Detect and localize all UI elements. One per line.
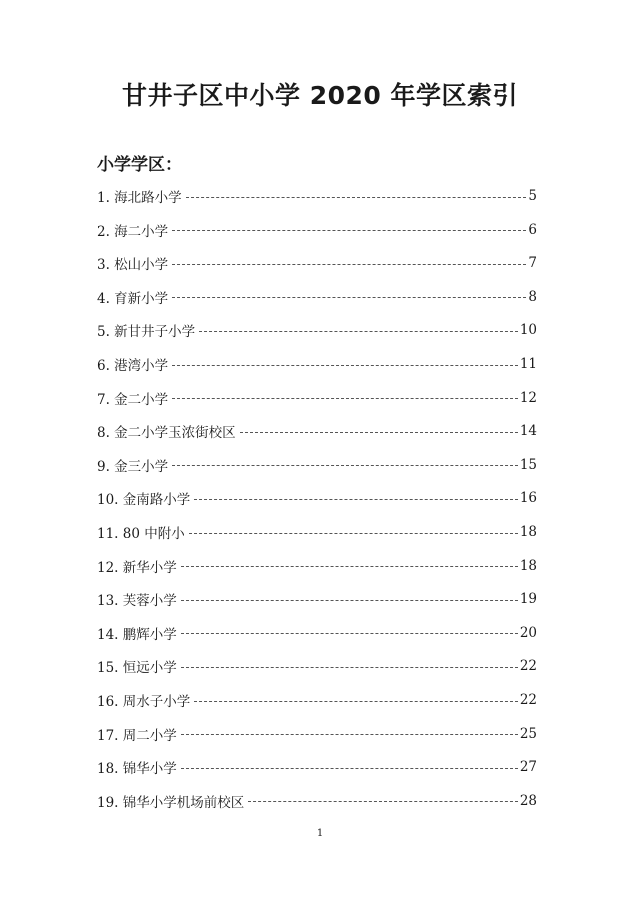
toc-entry-page-number: 27 — [519, 759, 537, 776]
toc-entry-label: 1. 海北路小学 — [97, 190, 182, 206]
page-number-footer: 1 — [316, 828, 324, 839]
toc-entry-label: 10. 金南路小学 — [97, 492, 191, 509]
dotted-leader — [172, 230, 526, 231]
toc-entry — [97, 688, 537, 712]
toc-entry-page-number: 14 — [519, 423, 537, 440]
dotted-leader — [172, 264, 526, 265]
toc-entry-page-number: 12 — [519, 389, 537, 406]
toc-entry-label: 8. 金二小学玉浓街校区 — [97, 425, 236, 442]
dotted-leader — [181, 633, 518, 634]
toc-entry — [97, 654, 537, 678]
toc-entry — [97, 453, 537, 477]
toc-entry — [97, 419, 537, 443]
toc-entry-page-number: 11 — [519, 356, 537, 372]
toc-entry-label: 17. 周二小学 — [97, 727, 177, 744]
toc-entry-page-number: 28 — [519, 792, 537, 809]
toc-entry-label: 5. 新甘井子小学 — [97, 324, 196, 341]
toc-entry — [97, 520, 537, 544]
toc-entry — [97, 386, 537, 410]
toc-entry-label: 7. 金二小学 — [97, 391, 169, 408]
dotted-leader — [189, 533, 518, 534]
toc-entry — [97, 318, 537, 342]
toc-entry — [97, 184, 537, 208]
toc-entry-label: 13. 芙蓉小学 — [97, 593, 177, 610]
toc-entry-label: 16. 周水子小学 — [97, 694, 191, 710]
dotted-leader — [194, 701, 518, 702]
toc-entry-page-number: 20 — [519, 624, 537, 641]
dotted-leader — [172, 365, 518, 366]
dotted-leader — [248, 801, 518, 802]
toc-entry-page-number: 19 — [519, 591, 537, 608]
toc-entry-label: 15. 恒远小学 — [97, 660, 177, 677]
toc-entry-label: 3. 松山小学 — [97, 257, 169, 274]
toc-entry — [97, 554, 537, 578]
toc-entry-label: 12. 新华小学 — [97, 559, 177, 576]
dotted-leader — [181, 566, 518, 567]
toc-entry-page-number: 16 — [519, 490, 537, 507]
section-heading: 小学学区： — [97, 155, 182, 175]
toc-entry-page-number: 6 — [528, 221, 537, 238]
toc-entry-page-number: 18 — [519, 557, 537, 574]
toc-entry-label: 19. 锦华小学机场前校区 — [97, 794, 245, 811]
dotted-leader — [199, 331, 518, 332]
toc-entry-page-number: 15 — [519, 456, 537, 473]
toc-entry-label: 2. 海二小学 — [97, 223, 169, 240]
toc-entry-label: 6. 港湾小学 — [97, 358, 169, 374]
dotted-leader — [181, 734, 518, 735]
toc-entry — [97, 352, 537, 376]
toc-entry-label: 4. 育新小学 — [97, 290, 169, 307]
dotted-leader — [172, 398, 518, 399]
toc-entry-page-number: 25 — [519, 725, 537, 742]
toc-entry — [97, 722, 537, 746]
toc-entry-label: 18. 锦华小学 — [97, 761, 177, 778]
page-title: 甘井子区中小学 2020 年学区索引 — [122, 81, 518, 110]
toc-entry-page-number: 18 — [519, 524, 537, 540]
toc-entry — [97, 621, 537, 645]
dotted-leader — [240, 432, 518, 433]
toc-entry-label: 9. 金三小学 — [97, 458, 169, 475]
toc-entry-page-number: 8 — [528, 288, 537, 305]
toc-entry-page-number: 22 — [519, 658, 537, 675]
toc-entry — [97, 789, 537, 813]
toc-entry — [97, 218, 537, 242]
dotted-leader — [194, 499, 518, 500]
dotted-leader — [186, 197, 527, 198]
toc-entry-page-number: 5 — [528, 188, 537, 204]
toc-entry-page-number: 7 — [528, 255, 537, 272]
toc-entry — [97, 251, 537, 275]
dotted-leader — [181, 768, 518, 769]
toc-entry — [97, 587, 537, 611]
toc-entry-page-number: 22 — [519, 692, 537, 708]
dotted-leader — [181, 667, 518, 668]
toc-entry-label: 14. 鹏辉小学 — [97, 626, 177, 643]
toc-entry-page-number: 10 — [519, 322, 537, 339]
dotted-leader — [181, 600, 518, 601]
dotted-leader — [172, 297, 526, 298]
toc-entry — [97, 285, 537, 309]
toc-entry — [97, 755, 537, 779]
toc-entry-label: 11. 80 中附小 — [97, 526, 185, 542]
dotted-leader — [172, 465, 518, 466]
toc-entry — [97, 486, 537, 510]
